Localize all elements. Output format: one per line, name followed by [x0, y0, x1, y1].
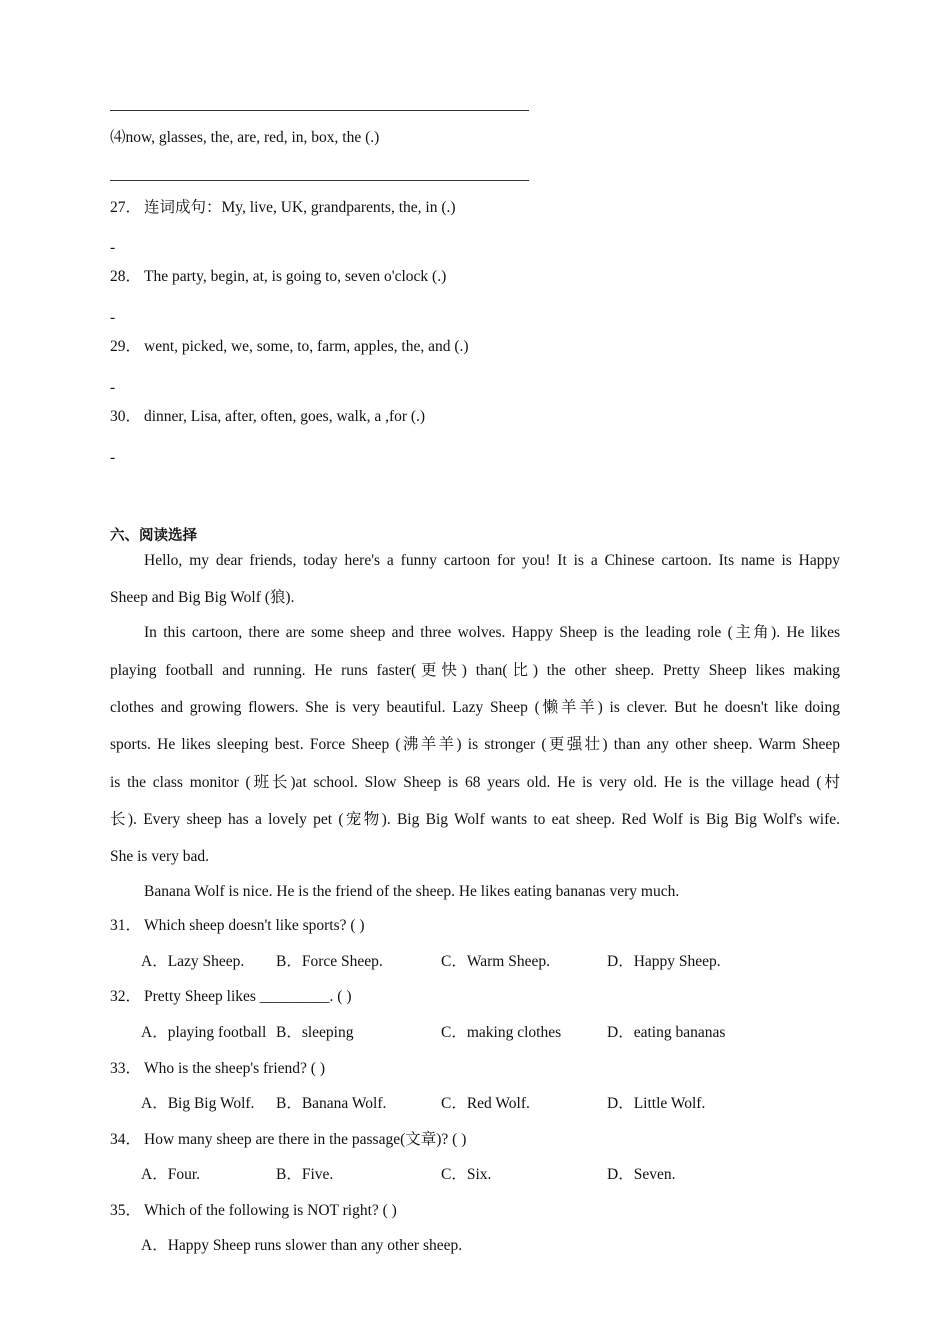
question-text: went, picked, we, some, to, farm, apples, the, and (.) — [144, 338, 469, 355]
passage-line: Sheep and Big Big Wolf (狼). — [110, 589, 295, 606]
question-text: Who is the sheep's friend? ( ) — [144, 1060, 325, 1077]
option-b: B．Five. — [276, 1166, 334, 1183]
passage-line: Banana Wolf is nice. He is the friend of the sheep. He likes eating bananas very much. — [144, 883, 680, 900]
question-number: 29． — [110, 338, 142, 355]
option-d: D．Seven. — [607, 1166, 676, 1183]
passage-line: sports. He likes sleeping best. Force Sheep (沸羊羊) is stronger (更强壮) than any other sheep. Warm Sheep — [110, 736, 840, 753]
option-c: C．Warm Sheep. — [441, 953, 550, 970]
option-a: A．Lazy Sheep. — [141, 953, 245, 970]
passage-line: 长). Every sheep has a lovely pet (宠物). Big Big Wolf wants to eat sheep. Red Wolf is Big Big Wolf's wife. — [110, 811, 840, 828]
answer-line — [110, 110, 529, 111]
question-number: 34． — [110, 1131, 142, 1148]
option-b: B．Banana Wolf. — [276, 1095, 387, 1112]
option-d: D．Happy Sheep. — [607, 953, 721, 970]
question-text: 连词成句：My, live, UK, grandparents, the, in (.) — [144, 199, 456, 216]
question-text: Which of the following is NOT right? ( ) — [144, 1202, 397, 1219]
answer-dash: - — [110, 449, 116, 466]
section-title: 六、阅读选择 — [110, 528, 197, 544]
answer-line — [110, 180, 529, 181]
passage-line: clothes and growing flowers. She is very beautiful. Lazy Sheep (懒羊羊) is clever. But he doesn't like doing — [110, 699, 840, 716]
option-a: A．Big Big Wolf. — [141, 1095, 255, 1112]
answer-dash: - — [110, 239, 116, 256]
option-a: A．Happy Sheep runs slower than any other sheep. — [141, 1237, 463, 1254]
question-text: dinner, Lisa, after, often, goes, walk, a ,for (.) — [144, 408, 426, 425]
question-text: How many sheep are there in the passage(文章)? ( ) — [144, 1131, 467, 1148]
question-number: 35． — [110, 1202, 142, 1219]
answer-dash: - — [110, 379, 116, 396]
option-b: B．sleeping — [276, 1024, 354, 1041]
question-34 — [110, 1130, 466, 1150]
passage-line: In this cartoon, there are some sheep and three wolves. Happy Sheep is the leading role (主角). He likes — [144, 624, 840, 641]
option-c: C．making clothes — [441, 1024, 562, 1041]
passage-line: She is very bad. — [110, 848, 210, 865]
question-26-4: ⑷now, glasses, the, are, red, in, box, the (.) — [110, 129, 380, 146]
question-text: Pretty Sheep likes _________. ( ) — [144, 988, 352, 1005]
question-30 — [110, 407, 425, 427]
passage-line: Hello, my dear friends, today here's a funny cartoon for you! It is a Chinese cartoon. Its name is Happy — [144, 552, 840, 569]
option-d: D．Little Wolf. — [607, 1095, 706, 1112]
question-number: 31． — [110, 917, 142, 934]
passage-line: playing football and running. He runs faster(更快) than(比) the other sheep. Pretty Sheep likes making — [110, 662, 840, 679]
option-c: C．Red Wolf. — [441, 1095, 530, 1112]
option-a: A．playing football — [141, 1024, 267, 1041]
question-number: 33． — [110, 1060, 142, 1077]
question-number: 27． — [110, 199, 142, 216]
question-text: The party, begin, at, is going to, seven o'clock (.) — [144, 268, 447, 285]
question-number: 32． — [110, 988, 142, 1005]
question-27 — [110, 198, 456, 218]
question-35 — [110, 1201, 397, 1221]
answer-dash: - — [110, 309, 116, 326]
option-a: A．Four. — [141, 1166, 200, 1183]
question-31 — [110, 916, 365, 936]
option-b: B．Force Sheep. — [276, 953, 383, 970]
option-d: D．eating bananas — [607, 1024, 726, 1041]
question-29 — [110, 337, 469, 357]
option-c: C．Six. — [441, 1166, 492, 1183]
question-text: Which sheep doesn't like sports? ( ) — [144, 917, 365, 934]
question-number: 30． — [110, 408, 142, 425]
question-33 — [110, 1059, 325, 1079]
question-32 — [110, 987, 352, 1007]
question-28 — [110, 267, 446, 287]
passage-line: is the class monitor (班长)at school. Slow Sheep is 68 years old. He is very old. He is the village head (村 — [110, 774, 840, 791]
question-number: 28． — [110, 268, 142, 285]
